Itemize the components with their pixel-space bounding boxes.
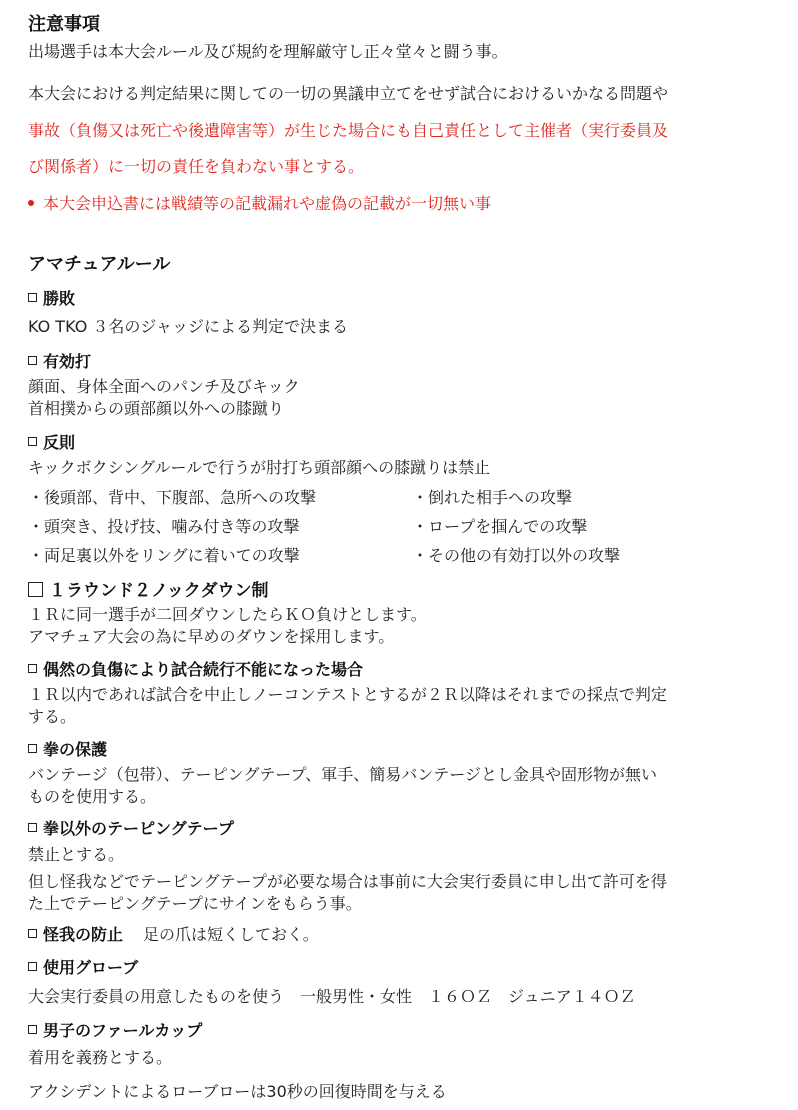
notice-line-1: 出場選手は本大会ルール及び規約を理解厳守し正々堂々と闘う事。 [28,42,508,61]
foul-item-right-3: ・その他の有効打以外の攻撃 [412,546,621,565]
fist-heading-text: 拳の保護 [43,740,108,759]
checkbox-square-icon [28,1025,37,1034]
notice-bullet-text: 本大会申込書には戦績等の記載漏れや虚偽の記載が一切無い事 [43,194,492,213]
section-heading-injury-prevention [28,925,123,944]
checkbox-square-icon [28,356,37,365]
gloves-heading-text: 使用グローブ [43,958,139,977]
section-heading-taping [28,816,234,839]
foul-item-right-2: ・ロープを掴んでの攻撃 [412,517,588,536]
valid-line-2: 首相撲からの頭部顔以外への膝蹴り [28,399,285,418]
checkbox-square-icon [28,823,37,832]
knockdown-heading-text: １ラウンド２ノックダウン制 [49,581,269,601]
injury-heading-text: 怪我の防止 [43,925,124,944]
bullet-dot-icon [28,200,34,206]
injury-prevention-row [28,925,319,945]
injury-text: 足の爪は短くしておく。 [143,925,319,944]
knockdown-line-1: １Ｒに同一選手が二回ダウンしたらＫＯ負けとします。 [28,605,427,624]
section-heading-win [28,286,75,309]
checkbox-square-icon [28,582,43,597]
win-text: KO TKO ３名のジャッジによる判定で決まる [28,317,349,336]
foul-item-left-1: ・後頭部、背中、下腹部、急所への攻撃 [28,488,317,507]
fouls-heading-text: 反則 [43,433,76,452]
checkbox-square-icon [28,929,37,938]
notice-line-4: び関係者）に一切の責任を負わない事とする。 [28,157,365,176]
section-heading-fouls [28,430,75,453]
accident-heading-text: 偶然の負傷により試合続行不能になった場合 [43,660,364,679]
foul-item-right-1: ・倒れた相手への攻撃 [412,488,573,507]
section-heading-gloves [28,955,138,978]
cup-line-2: アクシデントによるローブローは30秒の回復時間を与える [28,1082,447,1101]
accident-line-2: する。 [28,707,77,726]
win-heading-text: 勝敗 [43,289,76,308]
checkbox-square-icon [28,664,37,673]
fist-line-1: バンテージ（包帯）、テーピングテープ、軍手、簡易バンテージとし金具や固形物が無い [28,765,657,784]
accident-line-1: １Ｒ以内であれば試合を中止しノーコンテストとするが２Ｒ以降はそれまでの採点で判定 [28,685,667,704]
tape-line-2: 但し怪我などでテーピングテープが必要な場合は事前に大会実行委員に申し出て許可を得 [28,872,667,891]
tape-line-1: 禁止とする。 [28,845,125,864]
notice-line-3: 事故（負傷又は死亡や後遺障害等）が生じた場合にも自己責任として主催者（実行委員及 [28,121,669,140]
foul-item-left-3: ・両足裏以外をリングに着いての攻撃 [28,546,300,565]
checkbox-square-icon [28,962,37,971]
section-heading-accidental-injury [28,657,363,680]
tape-heading-text: 拳以外のテーピングテープ [43,819,234,838]
fist-line-2: ものを使用する。 [28,787,157,806]
checkbox-square-icon [28,437,37,446]
notice-line-2: 本大会における判定結果に関しての一切の異議申立てをせず試合におけるいかなる問題や [28,84,669,103]
section-heading-knockdown [28,576,268,601]
valid-line-1: 顔面、身体全面へのパンチ及びキック [28,377,300,396]
notice-bullet-item [28,194,491,214]
fouls-intro: キックボクシングルールで行うが肘打ち頭部顔への膝蹴りは禁止 [28,458,491,477]
section-heading-fist-protection [28,737,107,760]
valid-heading-text: 有効打 [43,352,92,371]
gloves-text: 大会実行委員の用意したものを使う 一般男性・女性 １６ＯＺ ジュニア１４ＯＺ [28,987,636,1006]
checkbox-square-icon [28,744,37,753]
cup-line-1: 着用を義務とする。 [28,1048,173,1067]
section-heading-foul-cup [28,1018,202,1041]
notice-title: 注意事項 [28,14,100,35]
section-heading-valid-strikes [28,349,91,372]
cup-heading-text: 男子のファールカップ [43,1021,203,1040]
knockdown-line-2: アマチュア大会の為に早めのダウンを採用します。 [28,627,395,646]
foul-item-left-2: ・頭突き、投げ技、噛み付き等の攻撃 [28,517,300,536]
checkbox-square-icon [28,293,37,302]
amateur-rules-title: アマチュアルール [28,254,171,275]
tape-line-3: た上でテーピングテープにサインをもらう事。 [28,894,362,913]
